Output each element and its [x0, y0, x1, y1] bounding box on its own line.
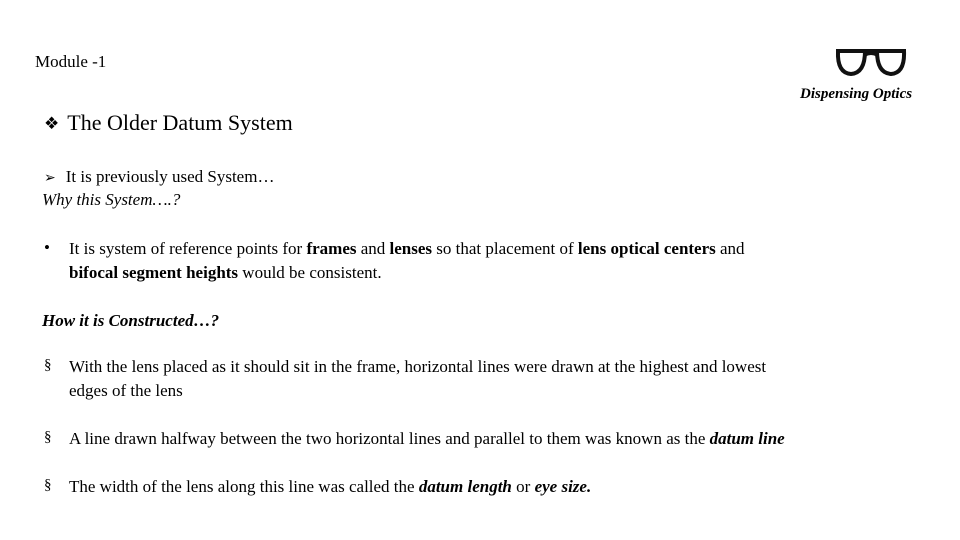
def-bold-optical-centers: lens optical centers: [577, 239, 716, 258]
term-eye-size: eye size.: [534, 477, 592, 496]
def-bold-segment-heights: bifocal segment heights: [69, 263, 239, 282]
section-bullet-icon: §: [44, 357, 52, 373]
intro-line: [44, 167, 274, 187]
step-1-line-2: edges of the lens: [69, 381, 183, 400]
heading-title: The Older Datum System: [67, 110, 293, 135]
step-3-text-2: or: [511, 477, 535, 496]
section-bullet-icon: §: [44, 477, 52, 493]
dot-bullet-icon: •: [44, 238, 50, 257]
how-question: How it is Constructed…?: [42, 311, 220, 330]
def-bold-lenses: lenses: [389, 239, 433, 258]
diamond-bullet-icon: ❖: [44, 114, 60, 133]
why-question: Why this System….?: [42, 190, 181, 209]
def-text-1: It is system of reference points for: [69, 239, 307, 258]
term-datum-length: datum length: [418, 477, 512, 496]
arrow-bullet-icon: ➢: [44, 171, 56, 186]
step-2: [69, 427, 785, 451]
module-label: Module -1: [35, 52, 107, 71]
step-1: [69, 355, 766, 403]
brand-label: Dispensing Optics: [800, 86, 913, 102]
def-text-3: so that placement of: [432, 239, 578, 258]
section-bullet-icon: §: [44, 429, 52, 445]
def-text-4: and: [715, 239, 745, 258]
eyeglasses-icon: [834, 46, 908, 78]
def-text-5: would be consistent.: [238, 263, 382, 282]
def-text-2: and: [356, 239, 390, 258]
step-2-text: A line drawn halfway between the two horizontal lines and parallel to them was known as the: [69, 429, 710, 448]
step-1-line-1: With the lens placed as it should sit in the frame, horizontal lines were drawn at the highest and lowest: [69, 357, 767, 376]
bullet-definition: [69, 237, 939, 285]
def-bold-frames: frames: [306, 239, 357, 258]
section-heading: [44, 110, 293, 136]
term-datum-line: datum line: [709, 429, 785, 448]
step-3-text-1: The width of the lens along this line was called the: [69, 477, 419, 496]
intro-text: It is previously used System…: [65, 167, 275, 186]
step-3: [69, 475, 591, 499]
